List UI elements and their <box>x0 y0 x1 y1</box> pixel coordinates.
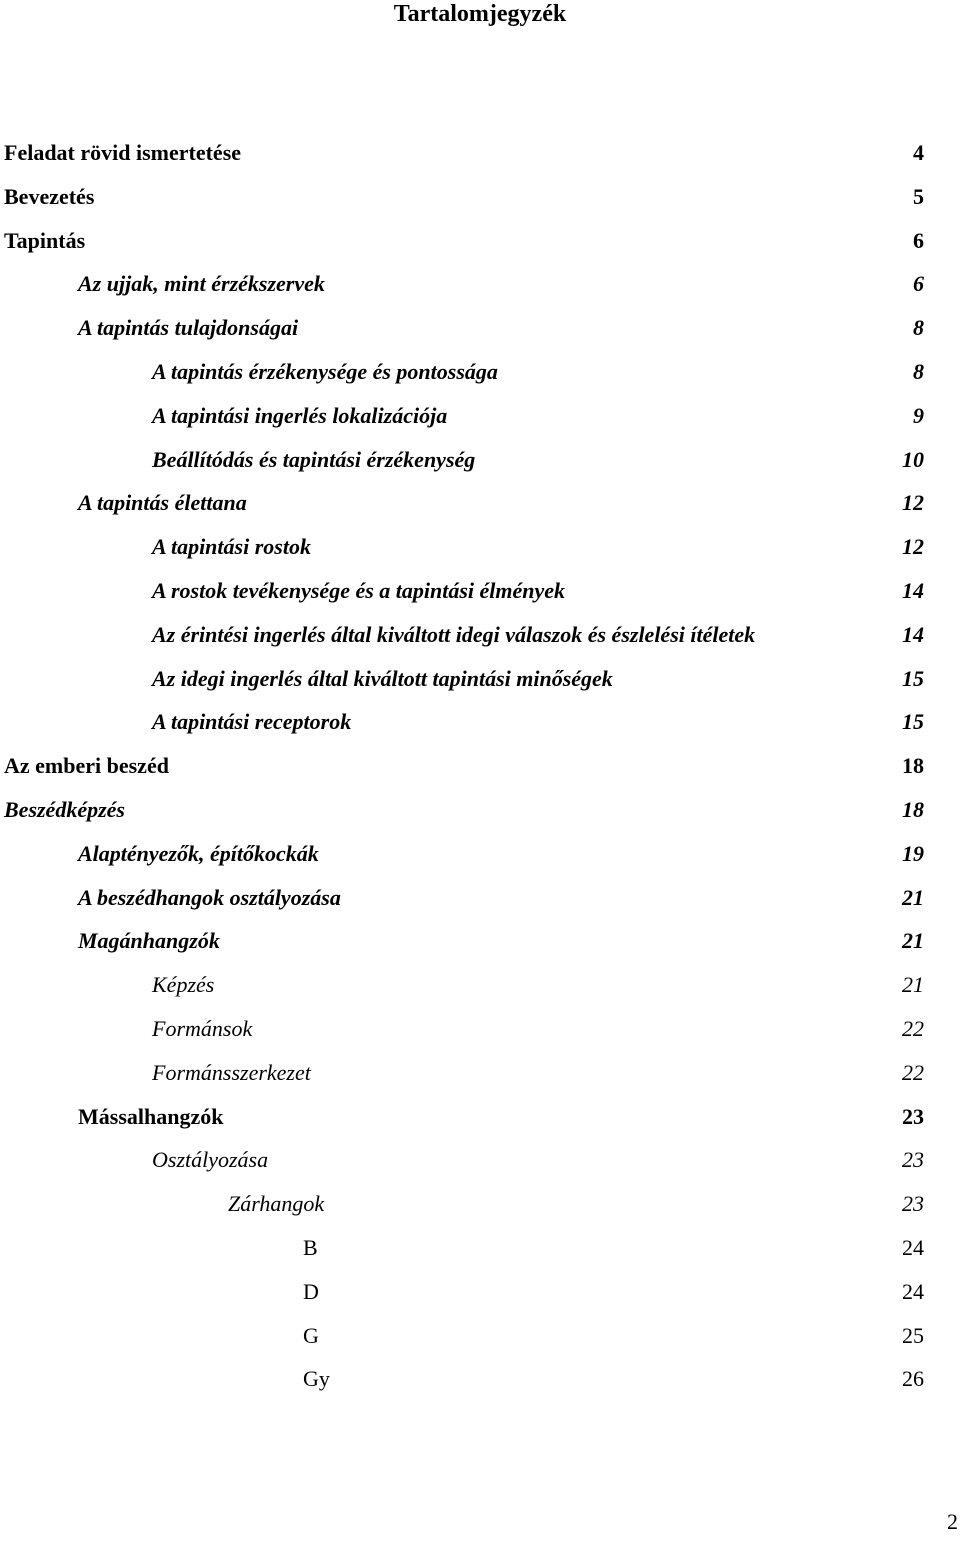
toc-entry-label: A tapintás élettana <box>78 490 247 516</box>
toc-entry[interactable] <box>0 394 960 438</box>
toc-entry[interactable] <box>0 438 960 482</box>
toc-entry-page: 23 <box>902 1147 924 1173</box>
toc-entry-label: A tapintás tulajdonságai <box>78 315 299 341</box>
toc-entry-page: 12 <box>902 534 924 560</box>
table-of-contents <box>0 131 960 1401</box>
toc-entry-page: 12 <box>902 490 924 516</box>
toc-entry[interactable] <box>0 1095 960 1139</box>
toc-entry[interactable] <box>0 1138 960 1182</box>
toc-entry-page: 24 <box>902 1234 924 1260</box>
toc-entry-label: Az ujjak, mint érzékszervek <box>78 271 325 297</box>
toc-entry-page: 21 <box>902 884 924 910</box>
toc-entry-page: 24 <box>902 1278 924 1304</box>
toc-entry[interactable] <box>0 657 960 701</box>
toc-entry[interactable] <box>0 1226 960 1270</box>
toc-entry-page: 4 <box>913 140 924 165</box>
toc-entry-page: 5 <box>913 183 924 209</box>
toc-entry[interactable] <box>0 1314 960 1358</box>
toc-entry-label: Zárhangok <box>228 1191 325 1217</box>
toc-entry[interactable] <box>0 1182 960 1226</box>
toc-entry[interactable] <box>0 1051 960 1095</box>
toc-entry-page: 10 <box>902 446 924 472</box>
toc-entry-page: 21 <box>902 928 924 954</box>
toc-entry[interactable] <box>0 700 960 744</box>
toc-entry-label: A beszédhangok osztályozása <box>78 884 341 910</box>
toc-entry-label: D <box>303 1278 319 1304</box>
toc-entry-page: 6 <box>913 227 924 253</box>
toc-entry[interactable] <box>0 832 960 876</box>
toc-entry-label: Bevezetés <box>4 183 95 209</box>
toc-entry-page: 19 <box>902 840 924 866</box>
page-title: Tartalomjegyzék <box>393 1 567 27</box>
toc-entry-page: 25 <box>902 1322 924 1348</box>
toc-entry-label: Tapintás <box>4 227 86 253</box>
toc-entry[interactable] <box>0 788 960 832</box>
toc-entry-label: Beszédképzés <box>4 796 125 822</box>
toc-entry-label: Beállítódás és tapintási érzékenység <box>152 446 476 472</box>
toc-entry-page: 21 <box>902 972 924 998</box>
toc-entry-label: Az emberi beszéd <box>4 753 169 779</box>
toc-entry-page: 15 <box>902 665 924 691</box>
toc-entry[interactable] <box>0 876 960 920</box>
toc-entry-page: 14 <box>902 577 924 603</box>
toc-entry-label: A rostok tevékenysége és a tapintási élmények <box>152 577 566 603</box>
toc-entry[interactable] <box>0 306 960 350</box>
toc-entry-page: 18 <box>902 796 924 822</box>
toc-entry-label: Formánsok <box>152 1015 253 1041</box>
page-number: 2 <box>947 1509 958 1534</box>
toc-entry[interactable] <box>0 963 960 1007</box>
toc-entry-label: Az idegi ingerlés által kiváltott tapintási minőségek <box>152 665 613 691</box>
toc-entry-label: A tapintási receptorok <box>152 709 352 735</box>
toc-entry[interactable] <box>0 569 960 613</box>
toc-entry[interactable] <box>0 481 960 525</box>
toc-entry-page: 6 <box>913 271 924 297</box>
toc-entry-label: B <box>303 1234 318 1260</box>
toc-entry-label: Gy <box>303 1366 330 1392</box>
toc-entry-label: A tapintás érzékenysége és pontossága <box>152 358 498 384</box>
toc-entry-label: A tapintási rostok <box>152 534 311 560</box>
toc-entry-label: Képzés <box>152 972 215 998</box>
toc-entry-label: Osztályozása <box>152 1147 269 1173</box>
toc-entry-page: 9 <box>913 402 924 428</box>
toc-entry[interactable] <box>0 262 960 306</box>
toc-entry-label: A tapintási ingerlés lokalizációja <box>152 402 448 428</box>
toc-entry-label: Mássalhangzók <box>78 1103 224 1129</box>
toc-entry[interactable] <box>0 744 960 788</box>
toc-entry-page: 23 <box>902 1191 924 1217</box>
toc-entry[interactable] <box>0 919 960 963</box>
toc-entry-page: 22 <box>902 1059 924 1085</box>
toc-entry-page: 18 <box>902 753 924 779</box>
toc-entry-page: 14 <box>902 621 924 647</box>
toc-entry-page: 26 <box>902 1366 924 1392</box>
toc-entry[interactable] <box>0 350 960 394</box>
toc-entry[interactable] <box>0 1270 960 1314</box>
toc-entry-page: 22 <box>902 1015 924 1041</box>
toc-entry-label: Az érintési ingerlés által kiváltott idegi válaszok és észlelési ítéletek <box>152 621 756 647</box>
toc-entry-label: Alaptényezők, építőkockák <box>78 840 319 866</box>
toc-entry-label: G <box>303 1322 319 1348</box>
toc-entry-page: 8 <box>913 358 924 384</box>
toc-entry-page: 8 <box>913 315 924 341</box>
toc-entry-label: Magánhangzók <box>78 928 220 954</box>
toc-entry[interactable] <box>0 175 960 219</box>
toc-entry-label: Formánsszerkezet <box>152 1059 311 1085</box>
toc-entry[interactable] <box>0 1007 960 1051</box>
toc-entry-label: Feladat rövid ismertetése <box>4 140 242 165</box>
toc-entry[interactable] <box>0 131 960 175</box>
toc-entry[interactable] <box>0 525 960 569</box>
toc-entry-page: 15 <box>902 709 924 735</box>
toc-entry-page: 23 <box>902 1103 924 1129</box>
toc-entry[interactable] <box>0 1357 960 1401</box>
toc-entry[interactable] <box>0 219 960 263</box>
toc-entry[interactable] <box>0 613 960 657</box>
